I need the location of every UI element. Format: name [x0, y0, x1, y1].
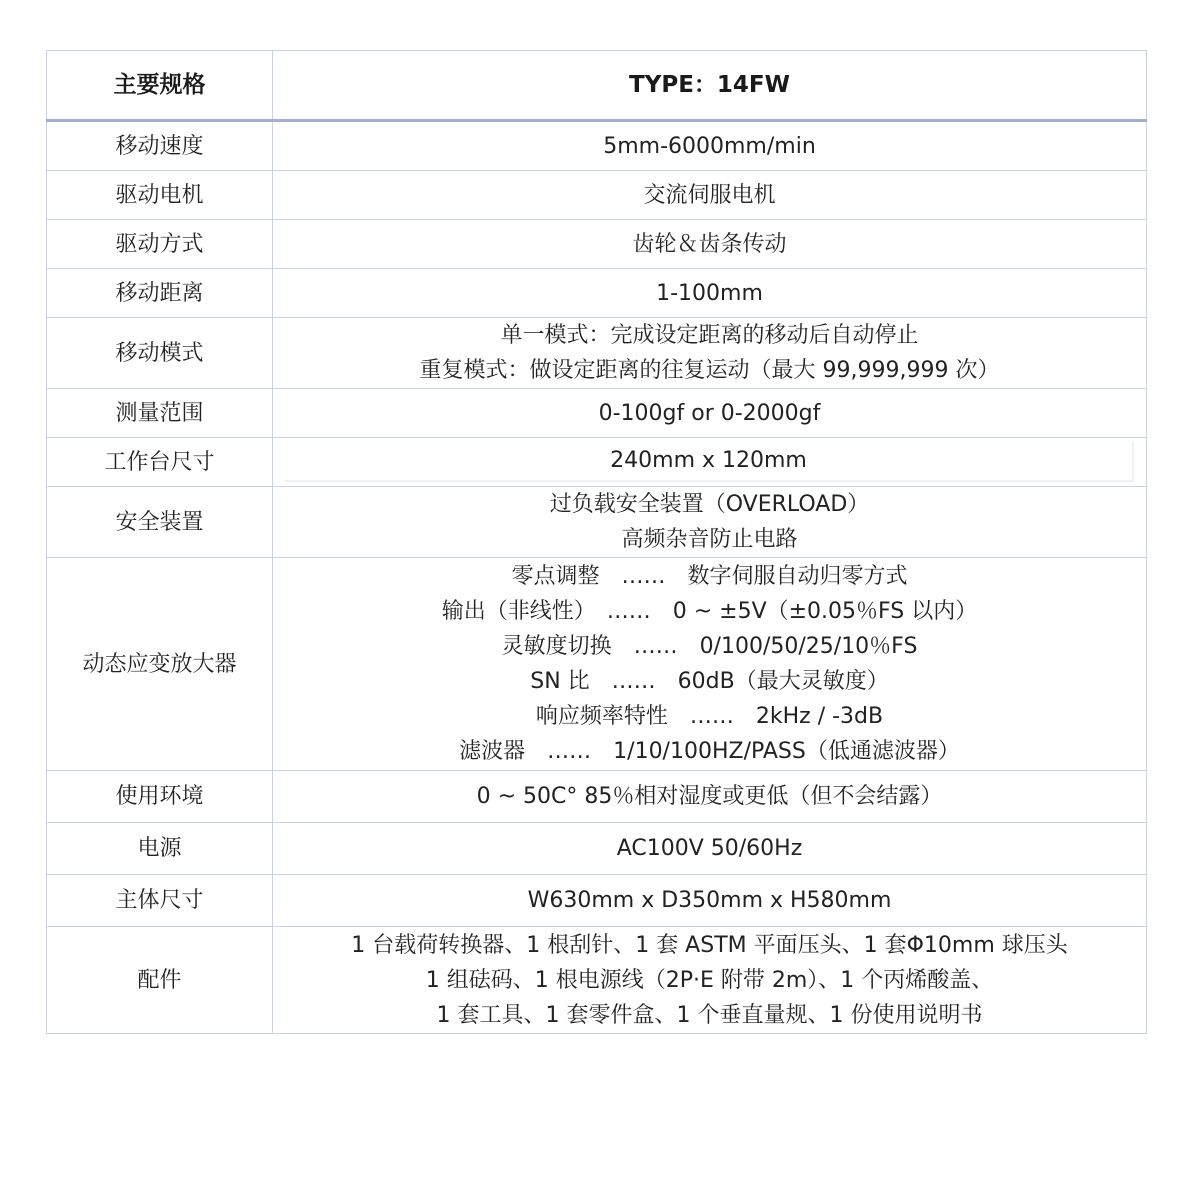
header-label: 主要规格 [47, 51, 273, 121]
value-move-mode [273, 318, 1147, 389]
value-line: 交流伺服电机 [643, 182, 776, 208]
value-line: 齿轮＆齿条传动 [632, 231, 787, 257]
label-measure-range: 测量范围 [47, 389, 273, 438]
value-environment [273, 771, 1147, 823]
value-line: 零点调整 …… 数字伺服自动归零方式 [511, 564, 908, 589]
row-drive-motor [47, 171, 1147, 220]
row-amplifier [47, 558, 1147, 771]
row-measure-range [47, 389, 1147, 438]
row-accessories [47, 927, 1147, 1034]
value-body-size [273, 875, 1147, 927]
row-drive-method [47, 220, 1147, 269]
value-line: SN 比 …… 60dB（最大灵敏度） [530, 669, 889, 694]
row-environment [47, 771, 1147, 823]
value-line: 240mm x 120mm [285, 442, 1134, 482]
row-safety-device [47, 487, 1147, 558]
row-body-size [47, 875, 1147, 927]
value-line: AC100V 50/60Hz [616, 836, 803, 861]
label-power: 电源 [47, 823, 273, 875]
value-line: 滤波器 …… 1/10/100HZ/PASS（低通滤波器） [459, 739, 960, 764]
value-line: 响应频率特性 …… 2kHz / -3dB [535, 704, 884, 729]
value-measure-range [273, 389, 1147, 438]
row-move-mode [47, 318, 1147, 389]
value-line: 重复模式：做设定距离的往复运动（最大 99,999,999 次） [419, 358, 1000, 383]
value-accessories [273, 927, 1147, 1034]
value-power [273, 823, 1147, 875]
label-body-size: 主体尺寸 [47, 875, 273, 927]
value-line: 1 台载荷转换器、1 根刮针、1 套 ASTM 平面压头、1 套Φ10mm 球压头 [351, 932, 1068, 958]
value-amplifier [273, 558, 1147, 771]
label-safety-device: 安全装置 [47, 487, 273, 558]
label-amplifier: 动态应变放大器 [47, 558, 273, 771]
value-drive-method [273, 220, 1147, 269]
value-line: 0-100gf or 0-2000gf [598, 400, 821, 426]
label-move-distance: 移动距离 [47, 269, 273, 318]
label-environment: 使用环境 [47, 771, 273, 823]
value-line: 1 套工具、1 套零件盒、1 个垂直量规、1 份使用说明书 [436, 1002, 983, 1028]
header-row [47, 51, 1147, 121]
value-line: 0 ~ 50C° 85％相对湿度或更低（但不会结露） [476, 784, 943, 809]
label-table-size: 工作台尺寸 [47, 438, 273, 487]
value-line: 灵敏度切换 …… 0/100/50/25/10％FS [501, 634, 918, 659]
spec-table [46, 50, 1147, 1034]
label-drive-motor: 驱动电机 [47, 171, 273, 220]
value-drive-motor [273, 171, 1147, 220]
value-line: 单一模式：完成设定距离的移动后自动停止 [500, 323, 919, 348]
value-line: 输出（非线性） …… 0 ~ ±5V（±0.05％FS 以内） [441, 599, 978, 624]
value-table-size [273, 438, 1147, 487]
value-line: 5mm-6000mm/min [603, 133, 816, 159]
value-line: W630mm x D350mm x H580mm [527, 888, 892, 913]
label-move-mode: 移动模式 [47, 318, 273, 389]
label-drive-method: 驱动方式 [47, 220, 273, 269]
row-power [47, 823, 1147, 875]
value-move-distance [273, 269, 1147, 318]
value-safety-device [273, 487, 1147, 558]
header-type: TYPE：14FW [273, 51, 1147, 121]
value-line: 1 组砝码、1 根电源线（2P·E 附带 2m）、1 个丙烯酸盖、 [425, 967, 994, 993]
label-accessories: 配件 [47, 927, 273, 1034]
value-move-speed [273, 121, 1147, 171]
row-table-size [47, 438, 1147, 487]
label-move-speed: 移动速度 [47, 121, 273, 171]
value-line: 1-100mm [656, 280, 763, 306]
value-line: 高频杂音防止电路 [621, 527, 798, 552]
row-move-distance [47, 269, 1147, 318]
value-line: 过负载安全装置（OVERLOAD） [549, 492, 870, 517]
row-move-speed [47, 121, 1147, 171]
